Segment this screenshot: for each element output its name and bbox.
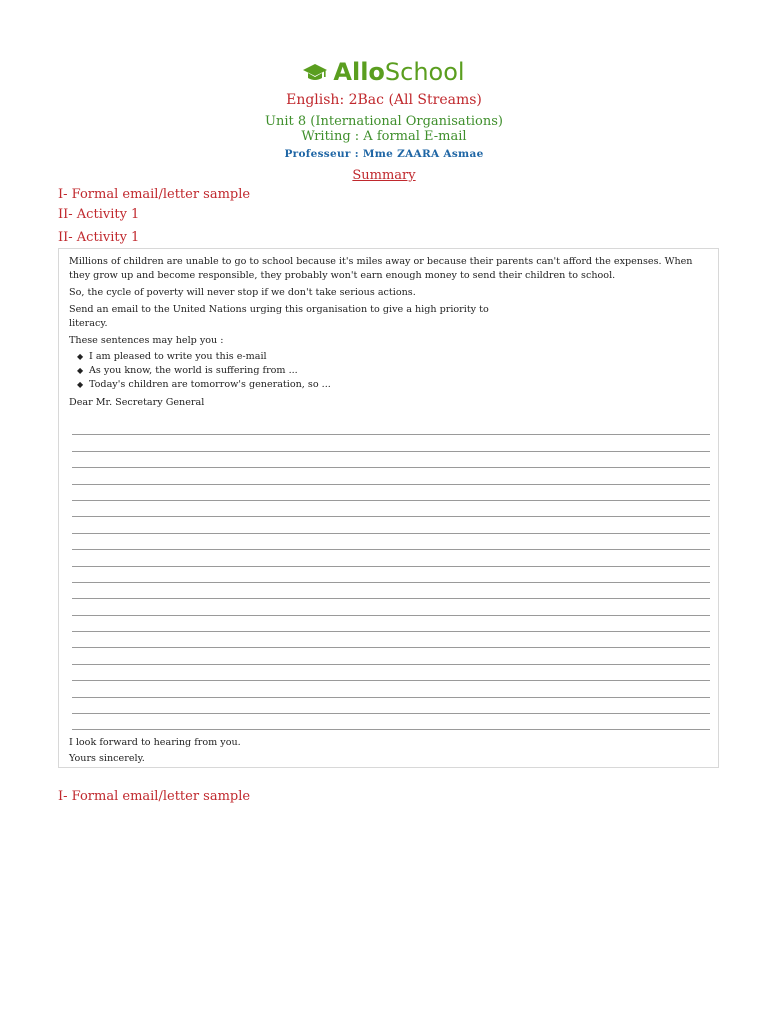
activity-instruction [69, 303, 708, 331]
writing-line[interactable] [72, 550, 710, 566]
activity-paragraph-1: Millions of children are unable to go to school because it's miles away or because their parents can't afford the expenses. When they grow up and become responsible, they probably won't earn enough money to send their children to school. [69, 256, 693, 281]
writing-line[interactable] [72, 435, 710, 451]
logo-text-allo: Allo [333, 58, 385, 86]
writing-line[interactable] [72, 681, 710, 697]
writing-line[interactable] [72, 665, 710, 681]
writing-line[interactable] [72, 616, 710, 632]
list-item: ◆ Today's children are tomorrow's generation, so ... [77, 379, 331, 390]
subject-title: English: 2Bac (All Streams) [286, 92, 482, 108]
writing-topic: Writing : A formal E-mail [301, 129, 467, 144]
writing-line[interactable] [72, 714, 710, 730]
instruction-line-2: literacy. [69, 318, 108, 329]
list-item: ◆ As you know, the world is suffering from ... [77, 365, 298, 376]
writing-line[interactable] [72, 468, 710, 484]
writing-line[interactable] [72, 419, 710, 435]
professor-name: Professeur : Mme ZAARA Asmae [284, 148, 484, 160]
bullet-diamond-icon: ◆ [77, 366, 84, 375]
alloschool-logo[interactable] [0, 58, 768, 89]
unit-name: Unit 8 (International Organisations) [265, 114, 503, 129]
writing-line[interactable] [72, 485, 710, 501]
section-heading-activity-1: II- Activity 1 [58, 230, 140, 245]
summary-item-activity-1[interactable]: II- Activity 1 [58, 207, 140, 222]
summary-item-formal-sample[interactable]: I- Formal email/letter sample [58, 187, 251, 202]
closing-line-2: Yours sincerely. [69, 753, 145, 764]
writing-line[interactable] [72, 632, 710, 648]
closing-line-1: I look forward to hearing from you. [69, 737, 241, 748]
salutation: Dear Mr. Secretary General [69, 397, 205, 408]
instruction-line-1: Send an email to the United Nations urging this organisation to give a high priority to [69, 304, 489, 315]
summary-heading[interactable]: Summary [352, 168, 416, 183]
writing-line[interactable] [72, 501, 710, 517]
writing-line[interactable] [72, 698, 710, 714]
writing-line[interactable] [72, 534, 710, 550]
bullet-diamond-icon: ◆ [77, 380, 84, 389]
activity-card [58, 248, 719, 768]
writing-line[interactable] [72, 583, 710, 599]
writing-line[interactable] [72, 452, 710, 468]
activity-paragraph-2: So, the cycle of poverty will never stop if we don't take serious actions. [69, 287, 416, 298]
writing-line[interactable] [72, 648, 710, 664]
helper-sentence-list [69, 350, 708, 392]
graduation-cap-icon [303, 61, 327, 89]
writing-lines[interactable] [72, 419, 710, 730]
writing-line[interactable] [72, 567, 710, 583]
bullet-diamond-icon: ◆ [77, 352, 84, 361]
helper-intro: These sentences may help you : [69, 335, 224, 346]
logo-text-school: School [384, 58, 465, 86]
section-heading-formal-sample: I- Formal email/letter sample [58, 789, 251, 804]
closing-block [69, 735, 241, 767]
writing-line[interactable] [72, 517, 710, 533]
writing-line[interactable] [72, 599, 710, 615]
list-item: ◆ I am pleased to write you this e-mail [77, 351, 267, 362]
unit-title [0, 114, 768, 144]
